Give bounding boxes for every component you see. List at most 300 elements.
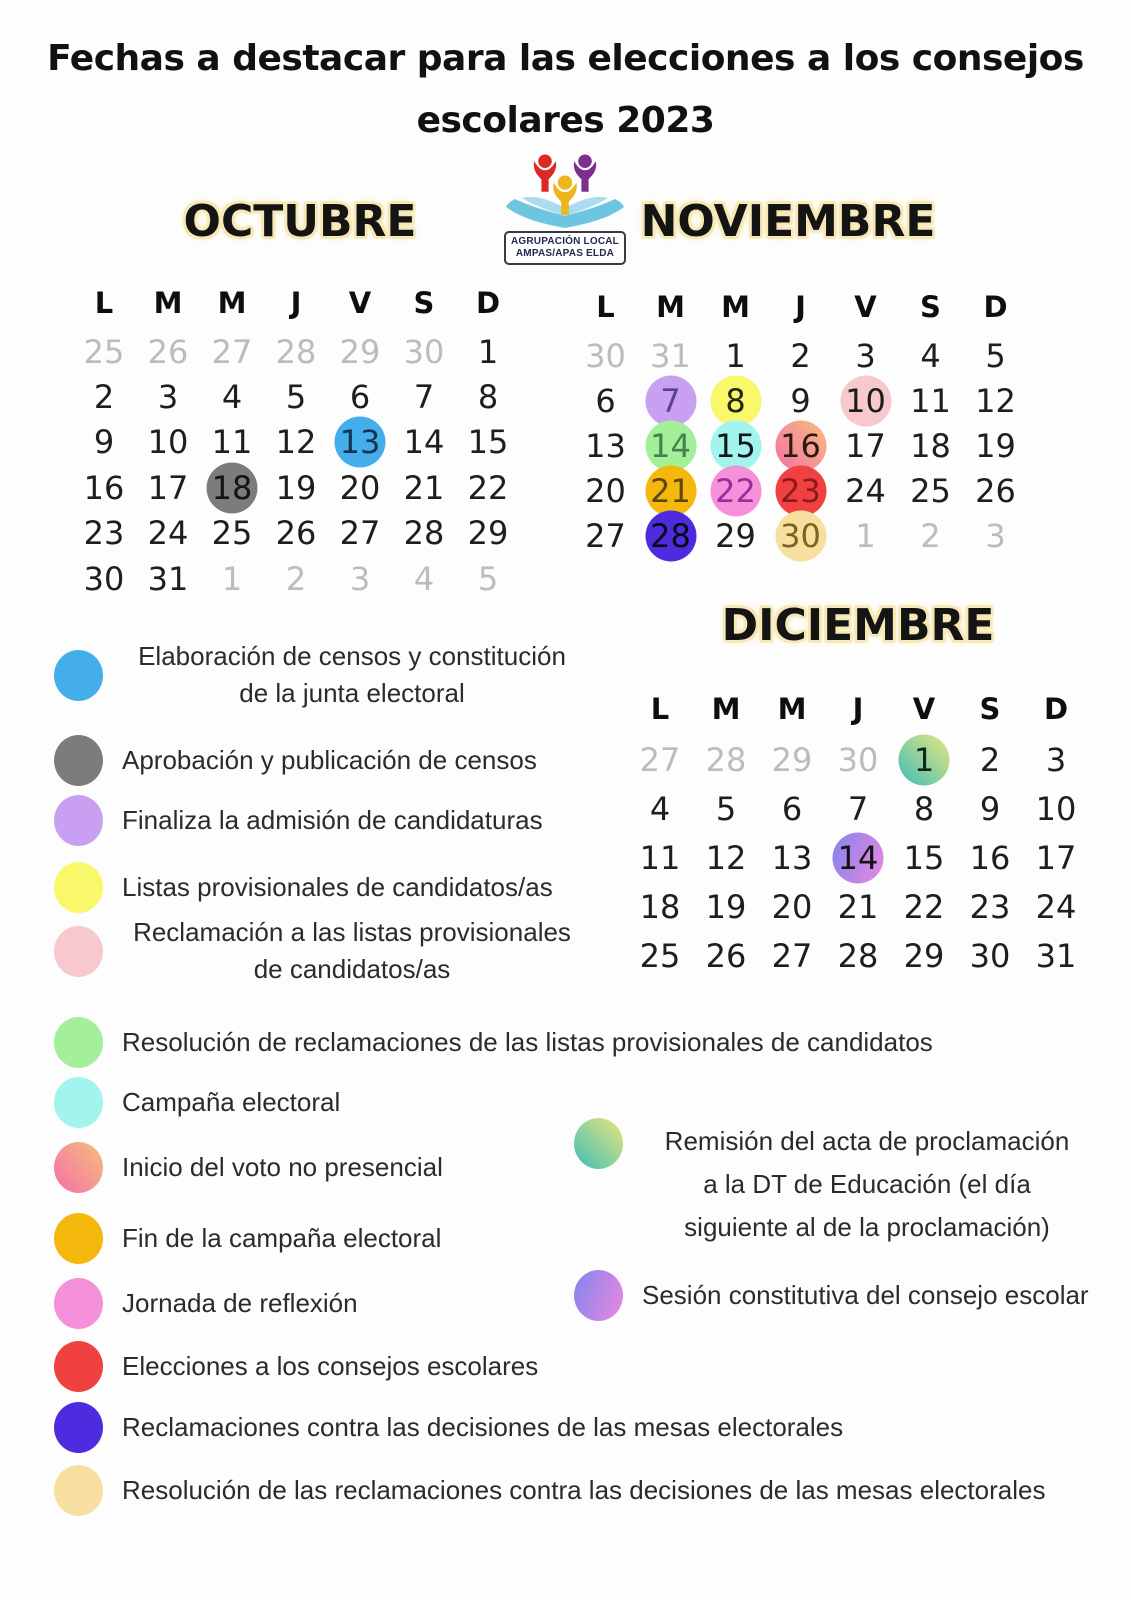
day-number: 3 bbox=[1045, 740, 1067, 779]
day-number: 21 bbox=[837, 887, 879, 926]
calendar-day bbox=[898, 333, 963, 378]
day-number: 4 bbox=[920, 336, 941, 375]
calendar-day bbox=[825, 735, 891, 784]
calendar-day bbox=[898, 468, 963, 513]
day-number: 1 bbox=[913, 740, 935, 779]
weekday-header: J bbox=[852, 692, 864, 726]
logo-figures-book-icon bbox=[500, 150, 630, 230]
legend-label-line: Inicio del voto no presencial bbox=[122, 1151, 443, 1182]
weekday-header: M bbox=[711, 692, 741, 726]
day-number: 25 bbox=[910, 471, 951, 510]
calendar-day bbox=[963, 378, 1028, 423]
calendar-day bbox=[825, 833, 891, 882]
legend-label-line: Aprobación y publicación de censos bbox=[122, 744, 537, 775]
day-number: 27 bbox=[211, 332, 253, 371]
calendar-day bbox=[693, 882, 759, 931]
legend-label bbox=[122, 1149, 443, 1186]
legend-label bbox=[122, 638, 582, 712]
day-number: 9 bbox=[790, 381, 811, 420]
day-number: 4 bbox=[413, 559, 435, 598]
legend-label bbox=[122, 1024, 933, 1061]
day-number: 13 bbox=[585, 426, 626, 465]
calendar-day bbox=[768, 423, 833, 468]
day-number: 11 bbox=[211, 423, 253, 462]
day-number: 1 bbox=[221, 559, 243, 598]
day-number: 3 bbox=[349, 559, 371, 598]
day-number: 21 bbox=[403, 468, 445, 507]
calendar-day bbox=[392, 465, 456, 510]
legend-label-line: Fin de la campaña electoral bbox=[122, 1222, 442, 1253]
day-number: 28 bbox=[275, 332, 317, 371]
calendar-day bbox=[264, 556, 328, 601]
day-number: 31 bbox=[650, 336, 691, 375]
calendar-day bbox=[898, 513, 963, 558]
day-number: 30 bbox=[969, 936, 1011, 975]
day-number: 7 bbox=[847, 789, 869, 828]
calendar-day bbox=[891, 784, 957, 833]
day-number: 20 bbox=[585, 471, 626, 510]
calendar-day bbox=[957, 882, 1023, 931]
calendar-day bbox=[573, 423, 638, 468]
calendar-day bbox=[328, 329, 392, 374]
calendar-day bbox=[693, 833, 759, 882]
calendar-day bbox=[136, 374, 200, 419]
calendar-day bbox=[573, 513, 638, 558]
day-number: 3 bbox=[985, 516, 1006, 555]
legend-label bbox=[122, 1409, 843, 1446]
day-number: 28 bbox=[650, 516, 691, 555]
legend-item-resolucion_listas bbox=[54, 1017, 933, 1067]
day-number: 16 bbox=[780, 426, 821, 465]
logo-label-line2: AMPAS/APAS ELDA bbox=[515, 248, 615, 259]
day-number: 4 bbox=[649, 789, 671, 828]
calendar-day bbox=[703, 423, 768, 468]
calendar-day bbox=[638, 513, 703, 558]
day-number: 2 bbox=[790, 336, 811, 375]
calendar-day bbox=[573, 333, 638, 378]
day-number: 5 bbox=[985, 336, 1006, 375]
calendar-day bbox=[627, 931, 693, 980]
page-title-line1: Fechas a destacar para las elecciones a los consejos bbox=[47, 38, 1084, 79]
calendar-day bbox=[627, 784, 693, 833]
day-number: 12 bbox=[705, 838, 747, 877]
calendar-day bbox=[759, 784, 825, 833]
calendar-day bbox=[1023, 882, 1089, 931]
legend-color-dot-resolucion_mesas bbox=[54, 1465, 103, 1516]
calendar-day bbox=[768, 468, 833, 513]
legend-color-dot-jornada_reflexion bbox=[54, 1278, 103, 1329]
calendar-day bbox=[957, 784, 1023, 833]
day-number: 27 bbox=[339, 514, 381, 553]
day-number: 26 bbox=[705, 936, 747, 975]
weekday-header: D bbox=[475, 286, 501, 320]
calendar-day bbox=[1023, 784, 1089, 833]
day-number: 7 bbox=[413, 378, 435, 417]
day-number: 24 bbox=[147, 514, 189, 553]
calendar-day bbox=[638, 378, 703, 423]
calendar-november bbox=[573, 281, 1028, 558]
day-number: 4 bbox=[221, 378, 243, 417]
legend-color-dot-inicio_voto bbox=[54, 1142, 103, 1193]
calendar-day bbox=[264, 511, 328, 556]
day-number: 20 bbox=[771, 887, 813, 926]
calendar-day bbox=[264, 374, 328, 419]
day-number: 8 bbox=[725, 381, 746, 420]
calendar-day bbox=[573, 468, 638, 513]
calendar-day bbox=[703, 513, 768, 558]
legend-label bbox=[122, 1348, 538, 1385]
calendar-day bbox=[200, 511, 264, 556]
legend-label bbox=[642, 1120, 1092, 1249]
month-title-november: NOVIEMBRE bbox=[640, 196, 936, 247]
calendar-day bbox=[833, 378, 898, 423]
logo-person-purple-icon bbox=[574, 154, 596, 191]
page-title bbox=[0, 28, 1131, 152]
legend-color-dot-fin_campana bbox=[54, 1213, 103, 1264]
calendar-day bbox=[833, 333, 898, 378]
legend-item-listas_provisionales bbox=[54, 862, 553, 912]
weekday-header: M bbox=[721, 290, 750, 324]
day-number: 9 bbox=[93, 423, 115, 462]
legend-label bbox=[122, 742, 537, 779]
legend-item-reclamaciones_mesas bbox=[54, 1402, 843, 1452]
day-number: 11 bbox=[639, 838, 681, 877]
day-number: 3 bbox=[855, 336, 876, 375]
calendar-day bbox=[833, 513, 898, 558]
calendar-day bbox=[825, 931, 891, 980]
logo-person-red-icon bbox=[534, 154, 556, 191]
day-number: 23 bbox=[780, 471, 821, 510]
weekday-header: J bbox=[795, 290, 806, 324]
legend-color-dot-aprobacion_censos bbox=[54, 735, 103, 786]
day-number: 15 bbox=[467, 423, 509, 462]
calendar-day bbox=[200, 420, 264, 465]
legend-label-line: Sesión constitutiva del consejo escolar bbox=[642, 1279, 1089, 1310]
weekday-header: L bbox=[596, 290, 615, 324]
calendar-day bbox=[72, 420, 136, 465]
day-number: 3 bbox=[157, 378, 179, 417]
calendar-day bbox=[264, 465, 328, 510]
legend-item-remision_acta bbox=[574, 1118, 1092, 1249]
day-number: 30 bbox=[403, 332, 445, 371]
legend-item-jornada_reflexion bbox=[54, 1278, 358, 1328]
calendar-day bbox=[627, 735, 693, 784]
weekday-header: V bbox=[854, 290, 877, 324]
day-number: 7 bbox=[660, 381, 681, 420]
day-number: 30 bbox=[83, 559, 125, 598]
legend-item-fin_campana bbox=[54, 1213, 441, 1263]
day-number: 20 bbox=[339, 468, 381, 507]
day-number: 25 bbox=[639, 936, 681, 975]
day-number: 14 bbox=[650, 426, 691, 465]
calendar-day bbox=[768, 513, 833, 558]
day-number: 22 bbox=[903, 887, 945, 926]
legend-color-dot-reclamacion_listas bbox=[54, 926, 103, 977]
calendar-day bbox=[456, 556, 520, 601]
calendar-day bbox=[759, 833, 825, 882]
day-number: 16 bbox=[83, 468, 125, 507]
calendar-day bbox=[328, 465, 392, 510]
page-title-line2: escolares 2023 bbox=[416, 100, 715, 141]
calendar-day bbox=[898, 423, 963, 468]
day-number: 29 bbox=[715, 516, 756, 555]
legend-label-line: Remisión del acta de proclamación bbox=[664, 1126, 1070, 1156]
legend-label-line: de la junta electoral bbox=[239, 678, 465, 708]
day-number: 2 bbox=[979, 740, 1001, 779]
calendar-day bbox=[264, 329, 328, 374]
day-number: 22 bbox=[715, 471, 756, 510]
weekday-header: S bbox=[920, 290, 941, 324]
calendar-day bbox=[328, 556, 392, 601]
legend-color-dot-elaboracion_censos bbox=[54, 650, 103, 701]
weekday-header: M bbox=[777, 692, 807, 726]
calendar-december bbox=[627, 683, 1089, 980]
weekday-header: M bbox=[217, 286, 247, 320]
day-number: 26 bbox=[275, 514, 317, 553]
calendar-day bbox=[264, 420, 328, 465]
legend-label-line: a la DT de Educación (el día bbox=[703, 1169, 1031, 1199]
weekday-header: S bbox=[979, 692, 1001, 726]
legend-item-inicio_voto bbox=[54, 1142, 443, 1192]
legend-color-dot-elecciones bbox=[54, 1341, 103, 1392]
day-number: 17 bbox=[845, 426, 886, 465]
calendar-day bbox=[573, 378, 638, 423]
calendar-day bbox=[891, 931, 957, 980]
day-number: 28 bbox=[837, 936, 879, 975]
day-number: 15 bbox=[715, 426, 756, 465]
legend-color-dot-remision_acta bbox=[574, 1118, 623, 1169]
day-number: 24 bbox=[845, 471, 886, 510]
day-number: 8 bbox=[477, 378, 499, 417]
calendar-day bbox=[200, 374, 264, 419]
calendar-day bbox=[72, 511, 136, 556]
weekday-header: L bbox=[94, 286, 114, 320]
legend-label-line: Finaliza la admisión de candidaturas bbox=[122, 804, 543, 835]
legend-label bbox=[122, 1285, 358, 1322]
month-title-december: DICIEMBRE bbox=[721, 600, 995, 651]
legend-item-reclamacion_listas bbox=[54, 917, 582, 984]
calendar-day bbox=[833, 423, 898, 468]
logo-label-line1: AGRUPACIÓN LOCAL bbox=[510, 236, 619, 247]
day-number: 29 bbox=[771, 740, 813, 779]
legend-item-aprobacion_censos bbox=[54, 735, 537, 785]
calendar-day bbox=[703, 378, 768, 423]
calendar-day bbox=[200, 556, 264, 601]
weekday-header: S bbox=[413, 286, 435, 320]
calendar-day bbox=[638, 333, 703, 378]
calendar-day bbox=[833, 468, 898, 513]
calendar-day bbox=[891, 735, 957, 784]
calendar-day bbox=[328, 511, 392, 556]
day-number: 23 bbox=[969, 887, 1011, 926]
day-number: 31 bbox=[147, 559, 189, 598]
legend-label bbox=[122, 1084, 340, 1121]
legend-label-line: Elaboración de censos y constitución bbox=[138, 641, 566, 671]
day-number: 6 bbox=[595, 381, 616, 420]
legend-label bbox=[642, 1277, 1089, 1314]
legend-label-line: Resolución de las reclamaciones contra las decisiones de las mesas electorales bbox=[122, 1474, 1046, 1505]
calendar-day bbox=[72, 329, 136, 374]
calendar-day bbox=[957, 931, 1023, 980]
day-number: 28 bbox=[403, 514, 445, 553]
calendar-day bbox=[963, 513, 1028, 558]
calendar-day bbox=[703, 468, 768, 513]
day-number: 24 bbox=[1035, 887, 1077, 926]
day-number: 15 bbox=[903, 838, 945, 877]
calendar-day bbox=[957, 833, 1023, 882]
calendar-day bbox=[627, 882, 693, 931]
calendar-day bbox=[825, 882, 891, 931]
calendar-day bbox=[72, 374, 136, 419]
day-number: 18 bbox=[910, 426, 951, 465]
calendar-day bbox=[456, 465, 520, 510]
calendar-day bbox=[627, 833, 693, 882]
calendar-day bbox=[703, 333, 768, 378]
weekday-header: V bbox=[912, 692, 936, 726]
day-number: 29 bbox=[339, 332, 381, 371]
legend-label bbox=[122, 1220, 441, 1257]
calendar-day bbox=[136, 329, 200, 374]
calendar-day bbox=[963, 333, 1028, 378]
day-number: 30 bbox=[780, 516, 821, 555]
calendar-day bbox=[392, 420, 456, 465]
day-number: 14 bbox=[837, 838, 879, 877]
calendar-day bbox=[693, 784, 759, 833]
calendar-day bbox=[693, 931, 759, 980]
weekday-header: M bbox=[153, 286, 183, 320]
day-number: 12 bbox=[275, 423, 317, 462]
legend-item-sesion_constitutiva bbox=[574, 1270, 1089, 1320]
day-number: 6 bbox=[349, 378, 371, 417]
legend-label bbox=[122, 802, 543, 839]
calendar-day bbox=[392, 556, 456, 601]
calendar-day bbox=[456, 511, 520, 556]
calendar-day bbox=[963, 423, 1028, 468]
legend-label-line: Jornada de reflexión bbox=[122, 1287, 358, 1318]
legend-label-line: Reclamaciones contra las decisiones de las mesas electorales bbox=[122, 1411, 844, 1442]
calendar-day bbox=[759, 931, 825, 980]
weekday-header: J bbox=[290, 286, 302, 320]
calendar-day bbox=[1023, 931, 1089, 980]
legend-item-campana_electoral bbox=[54, 1077, 340, 1127]
calendar-day bbox=[136, 465, 200, 510]
day-number: 22 bbox=[467, 468, 509, 507]
day-number: 17 bbox=[147, 468, 189, 507]
day-number: 12 bbox=[975, 381, 1016, 420]
day-number: 26 bbox=[975, 471, 1016, 510]
day-number: 27 bbox=[771, 936, 813, 975]
calendar-day bbox=[825, 784, 891, 833]
calendar-day bbox=[456, 374, 520, 419]
calendar-day bbox=[957, 735, 1023, 784]
day-number: 10 bbox=[845, 381, 886, 420]
day-number: 8 bbox=[913, 789, 935, 828]
calendar-day bbox=[963, 468, 1028, 513]
day-number: 28 bbox=[705, 740, 747, 779]
day-number: 29 bbox=[903, 936, 945, 975]
day-number: 14 bbox=[403, 423, 445, 462]
day-number: 26 bbox=[147, 332, 189, 371]
legend-color-dot-reclamaciones_mesas bbox=[54, 1402, 103, 1453]
day-number: 5 bbox=[285, 378, 307, 417]
day-number: 5 bbox=[715, 789, 737, 828]
day-number: 19 bbox=[275, 468, 317, 507]
weekday-header: M bbox=[656, 290, 685, 324]
legend-label-line: Resolución de reclamaciones de las listas provisionales de candidatos bbox=[122, 1026, 933, 1057]
legend-label bbox=[122, 1472, 1045, 1509]
calendar-october bbox=[72, 277, 520, 601]
day-number: 19 bbox=[975, 426, 1016, 465]
day-number: 1 bbox=[725, 336, 746, 375]
legend-label-line: Campaña electoral bbox=[122, 1086, 341, 1117]
day-number: 30 bbox=[585, 336, 626, 375]
legend-item-resolucion_mesas bbox=[54, 1465, 1045, 1515]
day-number: 10 bbox=[147, 423, 189, 462]
legend-item-fin_admision bbox=[54, 795, 543, 845]
calendar-day bbox=[392, 511, 456, 556]
day-number: 23 bbox=[83, 514, 125, 553]
calendar-day bbox=[200, 465, 264, 510]
day-number: 16 bbox=[969, 838, 1011, 877]
calendar-day bbox=[136, 420, 200, 465]
calendar-day bbox=[72, 556, 136, 601]
day-number: 10 bbox=[1035, 789, 1077, 828]
day-number: 1 bbox=[477, 332, 499, 371]
legend-label-line: siguiente al de la proclamación) bbox=[684, 1212, 1050, 1242]
legend-item-elaboracion_censos bbox=[54, 641, 582, 708]
calendar-day bbox=[898, 378, 963, 423]
calendar-day bbox=[638, 468, 703, 513]
legend-label-line: Reclamación a las listas provisionales bbox=[133, 917, 571, 947]
calendar-day bbox=[456, 420, 520, 465]
calendar-day bbox=[759, 735, 825, 784]
day-number: 2 bbox=[93, 378, 115, 417]
day-number: 2 bbox=[285, 559, 307, 598]
calendar-day bbox=[891, 882, 957, 931]
day-number: 5 bbox=[477, 559, 499, 598]
day-number: 31 bbox=[1035, 936, 1077, 975]
legend-label-line: Listas provisionales de candidatos/as bbox=[122, 871, 553, 902]
calendar-day bbox=[328, 420, 392, 465]
legend-label-line: de candidatos/as bbox=[253, 954, 451, 984]
day-number: 1 bbox=[855, 516, 876, 555]
legend-color-dot-resolucion_listas bbox=[54, 1017, 103, 1068]
calendar-day bbox=[638, 423, 703, 468]
day-number: 30 bbox=[837, 740, 879, 779]
calendar-day bbox=[891, 833, 957, 882]
legend-color-dot-sesion_constitutiva bbox=[574, 1270, 623, 1321]
day-number: 11 bbox=[910, 381, 951, 420]
day-number: 2 bbox=[920, 516, 941, 555]
calendar-day bbox=[72, 465, 136, 510]
legend-color-dot-listas_provisionales bbox=[54, 862, 103, 913]
legend-label bbox=[122, 869, 553, 906]
calendar-day bbox=[1023, 833, 1089, 882]
logo-label bbox=[504, 231, 626, 265]
calendar-day bbox=[136, 556, 200, 601]
calendar-day bbox=[392, 374, 456, 419]
weekday-header: D bbox=[983, 290, 1008, 324]
day-number: 27 bbox=[585, 516, 626, 555]
day-number: 21 bbox=[650, 471, 691, 510]
legend-color-dot-fin_admision bbox=[54, 795, 103, 846]
day-number: 17 bbox=[1035, 838, 1077, 877]
day-number: 19 bbox=[705, 887, 747, 926]
legend-color-dot-campana_electoral bbox=[54, 1077, 103, 1128]
calendar-day bbox=[136, 511, 200, 556]
calendar-day bbox=[1023, 735, 1089, 784]
weekday-header: L bbox=[650, 692, 670, 726]
